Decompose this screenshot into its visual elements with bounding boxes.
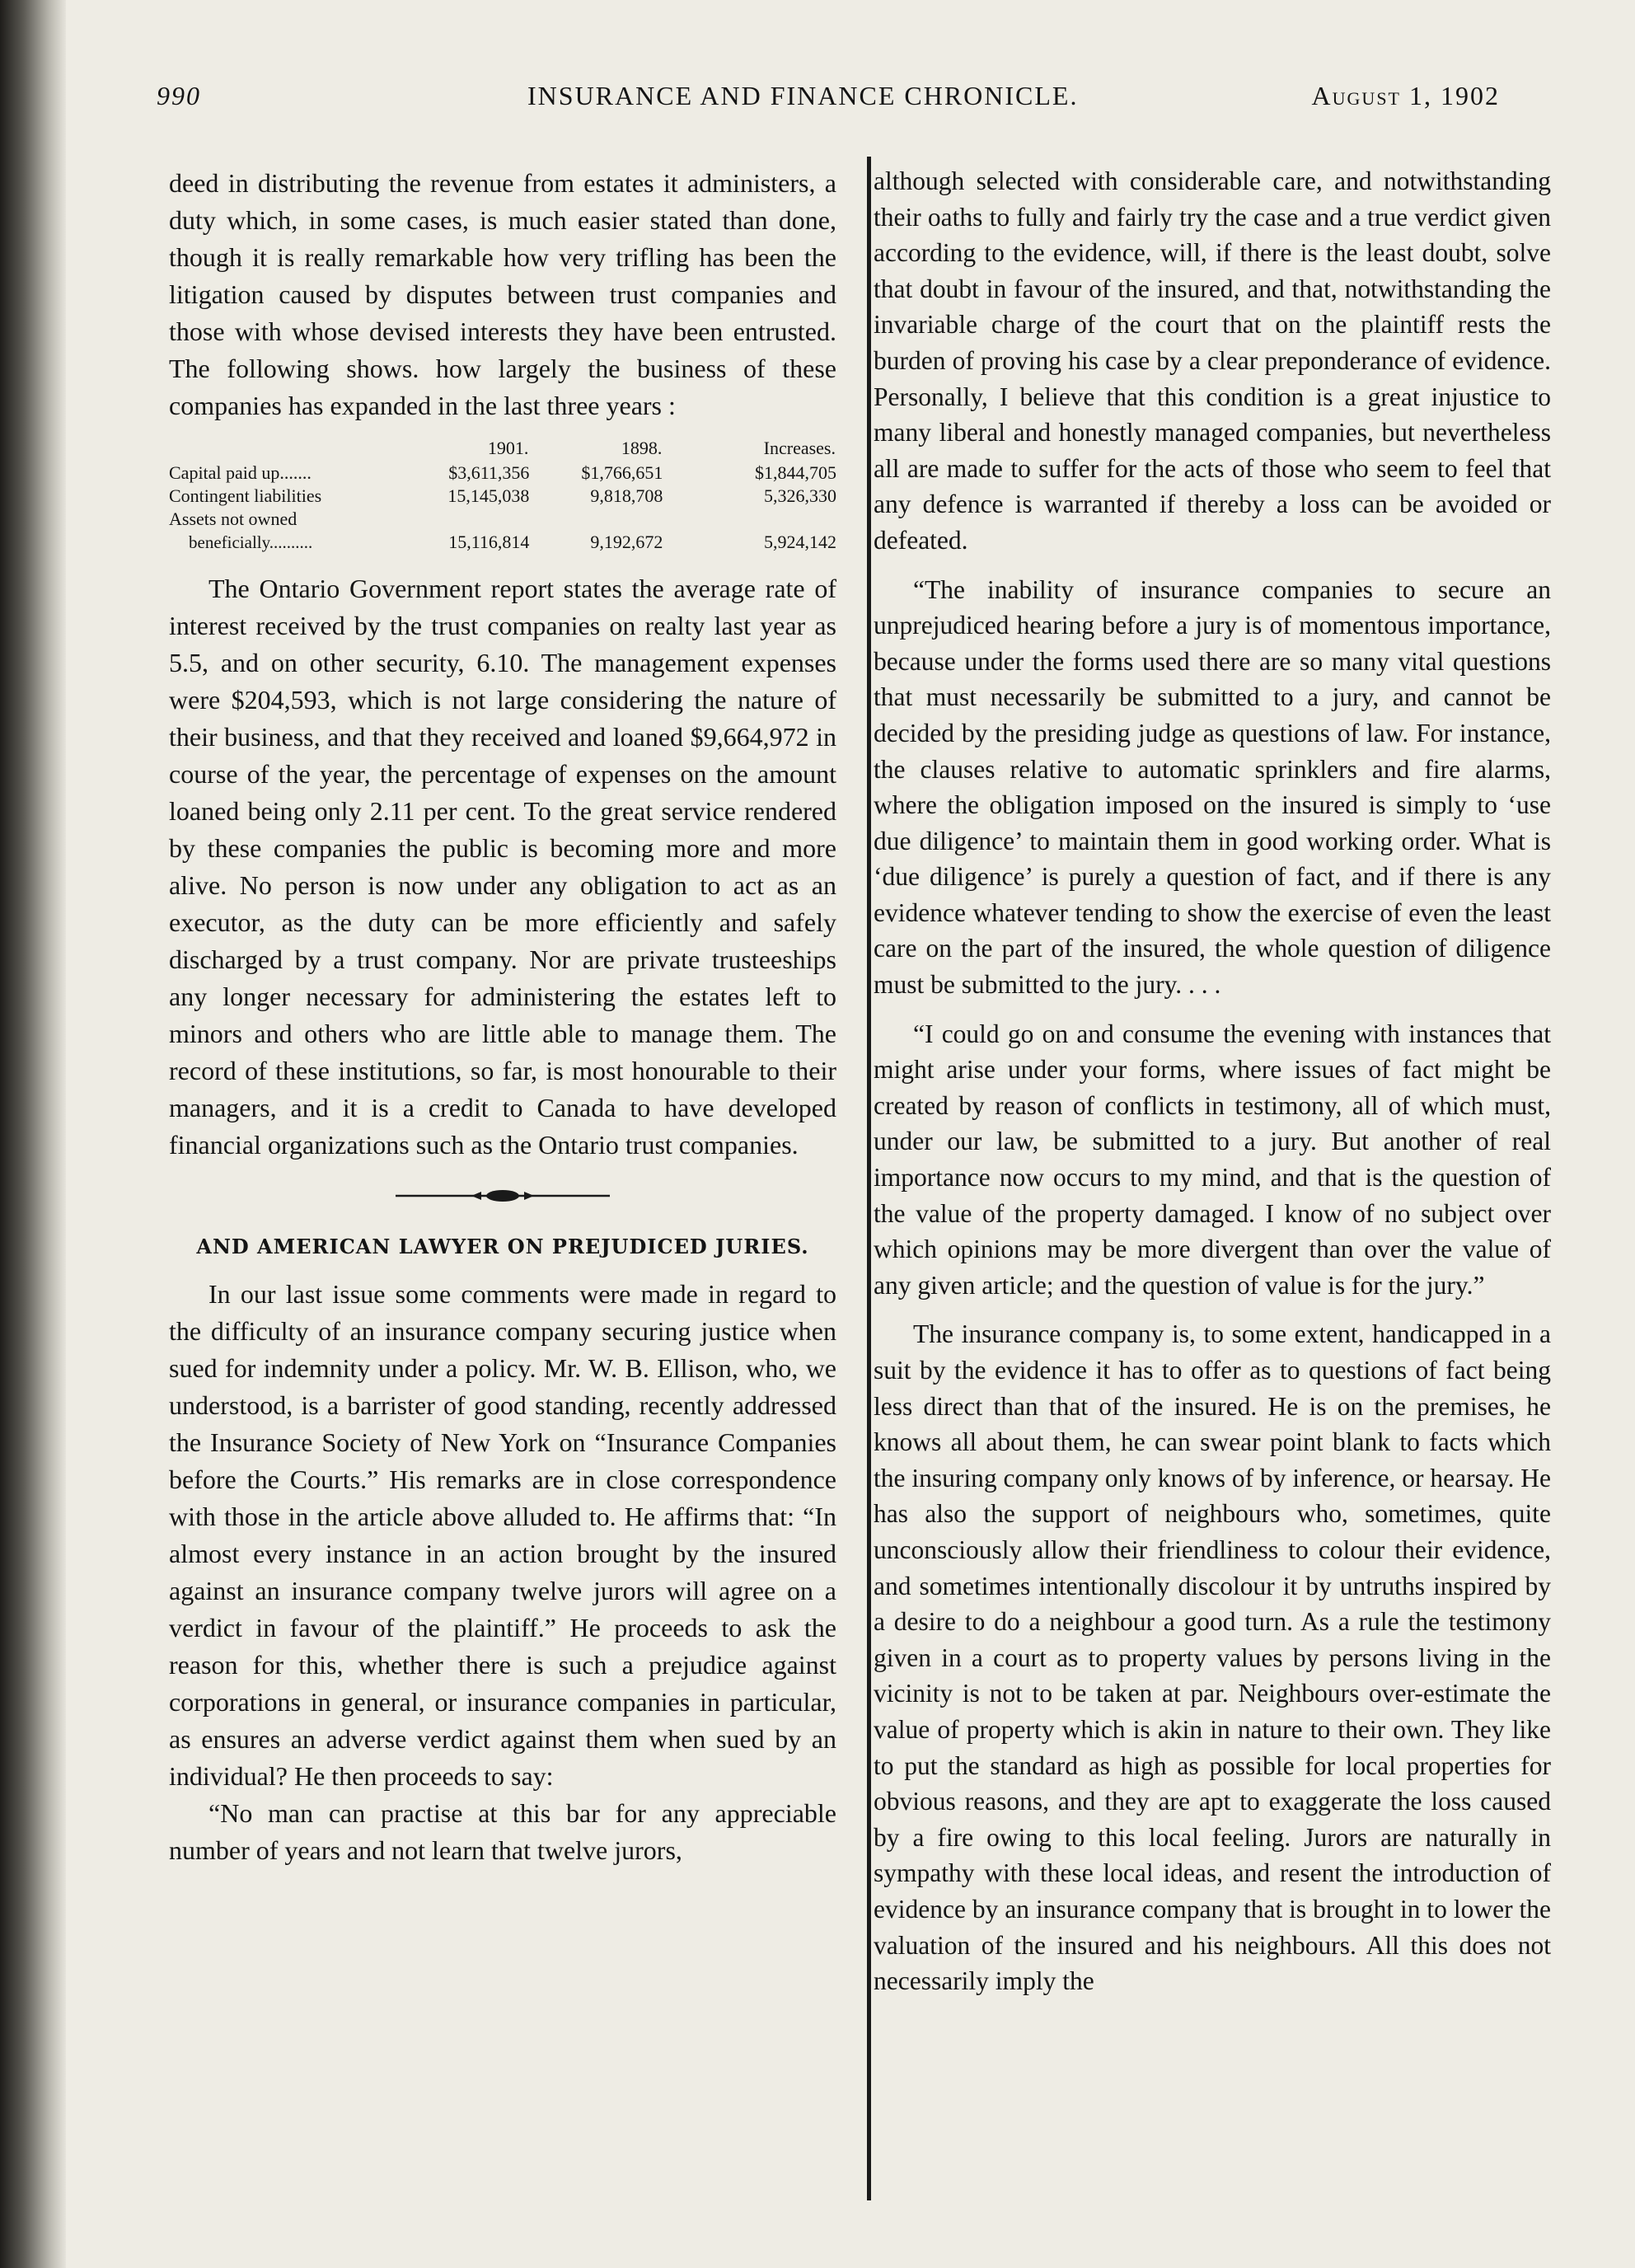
issue-date: August 1, 1902 bbox=[1311, 81, 1500, 110]
value-increase: 5,924,142 bbox=[764, 532, 836, 552]
page-binding-edge bbox=[0, 0, 66, 2268]
table-row bbox=[169, 508, 836, 531]
value-1901: 15,145,038 bbox=[447, 485, 530, 506]
paragraph: The insurance company is, to some extent, handicapped in a suit by the evidence it has to offer as to questions of fact being less direct than that of the insured. He is on the premises, he knows all about them, he can swear point blank to facts which the insuring company only knows of by inference, or hearsay. He has also the support of neighbours who, sometimes, quite unconsciously allow their friendliness to colour their evidence, and sometimes intentionally discolour it by untruths inspired by a desire to do a neighbour a good turn. As a rule the testimony given in a court as to property values by persons living in the vicinity is not to be taken at par. Neighbours over-estimate the value of property which is akin in nature to their own. They like to put the standard as high as possible for local properties for obvious reasons, and they are apt to exaggerate the loss caused by a fire owing to this local feeling. Jurors are naturally in sympathy with these local ideas, and resent the introduction of evidence by an insurance company that is brought in to lower the valuation of the insured and his neighbours. All this does not necessarily imply the bbox=[874, 1319, 1551, 1996]
table-header: 1901. bbox=[487, 438, 529, 458]
value-1901: $3,611,356 bbox=[448, 462, 530, 483]
table-row bbox=[169, 531, 836, 554]
paragraph: although selected with considerable care, and notwithstanding their oaths to fully and fairly try the case and a true verdict given according to the evidence, will, if there is the least doubt, solve that doubt in favour of the insured, and that, notwithstanding the invariable charge of the court that on the plaintiff rests the burden of proving his case by a clear preponderance of evidence. Personally, I believe that this condition is a great injustice to many liberal and honestly managed companies, but nevertheless all are made to suffer for the acts of those who seem to feel that any defence is warranted if thereby a loss can be avoided or defeated. bbox=[874, 166, 1551, 555]
paragraph: “The inability of insurance companies to secure an unprejudiced hearing before a jury is of momentous importance, because under the forms used there are so many vital questions that must necessarily be submitted to a jury, and cannot be decided by the presiding judge as questions of law. For instance, the clauses relative to automatic sprinklers and fire alarms, where the obligation imposed on the insured is simply to ‘use due diligence’ to maintain them in good working order. What is ‘due diligence’ is purely a question of fact, and if there is any evidence whatever tending to show the exercise of even the least care on the part of the insured, the whole question of diligence must be submitted to the jury. . . . bbox=[874, 574, 1551, 1000]
value-1898: 9,192,672 bbox=[590, 532, 663, 552]
value-1898: $1,766,651 bbox=[581, 462, 663, 483]
paragraph: “I could go on and consume the evening with instances that might arise under your forms, where issues of fact might be created by reason of conflicts in testimony, all of which must, under our law, be submitted to a jury. But another of real importance now occurs to my mind, and that is the question of the value of the property damaged. I know of no subject over which opinions may be more divergent than over the value of any given article; and the question of value is for the jury.” bbox=[874, 1019, 1551, 1300]
paragraph: deed in distributing the revenue from estates it administers, a duty which, in some cases, is much easier stated than done, though it is really remarkable how very trifling has been the litigation caused by disputes between trust companies and those with whose devised interests they have been entrusted. The following shows. how largely the business of these companies has expanded in the last three years : bbox=[169, 168, 836, 420]
running-header bbox=[157, 81, 1500, 130]
article-heading: AND AMERICAN LAWYER ON PREJUDICED JURIES. bbox=[196, 1235, 809, 1258]
value-increase: 5,326,330 bbox=[764, 485, 836, 506]
table-header-row bbox=[169, 436, 836, 462]
paragraph: The Ontario Government report states the average rate of interest received by the trust companies on realty last year as 5.5, and on other security, 6.10. The management expenses were $204,593, which is not large considering the nature of their business, and that they received and loaned $9,664,972 in course of the year, the percentage of expenses on the amount loaned being only 2.11 per cent. To the great service rendered by these companies the public is becoming more and more alive. No person is now under any obligation to act as an executor, as the duty can be more efficiently and safely discharged by a trust company. Nor are private trusteeships any longer necessary for administering the estates left to minors and others who are little able to manage them. The record of these institutions, so far, is most honourable to their managers, and it is a credit to Canada to have developed financial organizations such as the Ontario trust companies. bbox=[169, 574, 836, 1160]
table-header: 1898. bbox=[621, 438, 663, 458]
growth-table bbox=[169, 436, 836, 554]
table-row bbox=[169, 462, 836, 485]
page-number: 990 bbox=[157, 81, 201, 110]
value-increase: $1,844,705 bbox=[755, 462, 836, 483]
value-1901: 15,116,814 bbox=[448, 532, 530, 552]
paragraph: “No man can practise at this bar for any appreciable number of years and not learn that twelve jurors, bbox=[169, 1798, 836, 1865]
table-header bbox=[169, 436, 410, 462]
table-row bbox=[169, 485, 836, 508]
value-1898: 9,818,708 bbox=[590, 485, 663, 506]
row-label-continued: beneficially.......... bbox=[189, 532, 313, 552]
row-label: Contingent liabilities bbox=[169, 485, 322, 506]
section-divider-ornament bbox=[169, 1183, 836, 1216]
publication-title: INSURANCE AND FINANCE CHRONICLE. bbox=[527, 81, 1079, 110]
row-label: Capital paid up....... bbox=[169, 462, 312, 483]
paragraph: In our last issue some comments were made in regard to the difficulty of an insurance company securing justice when sued for indemnity under a policy. Mr. W. B. Ellison, who, we understood, is a barrister of good standing, recently addressed the Insurance Society of New York on “Insurance Companies before the Courts.” His remarks are in close correspondence with those in the article above alluded to. He affirms that: “In almost every instance in an action brought by the insured against an insurance company twelve jurors will agree on a verdict in favour of the plaintiff.” He proceeds to ask the reason for this, whether there is such a prejudice against corporations in general, or insurance companies in particular, as ensures an adverse verdict against them when sued by an individual? He then proceeds to say: bbox=[169, 1279, 836, 1791]
table-header: Increases. bbox=[763, 438, 836, 458]
right-column bbox=[859, 163, 1551, 1999]
left-column bbox=[169, 165, 836, 1869]
row-label: Assets not owned bbox=[169, 508, 297, 529]
